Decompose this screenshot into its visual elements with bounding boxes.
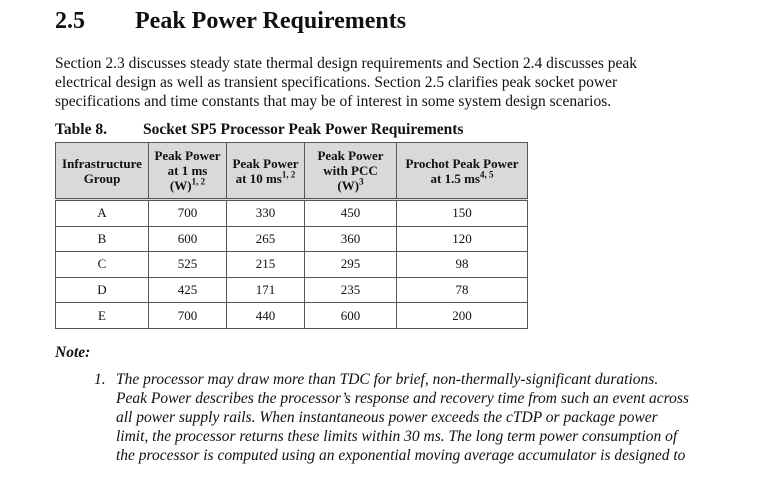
table-row xyxy=(56,277,528,303)
header-peak-power-pcc: Peak Power with PCC $(W)^3$ xyxy=(305,143,397,200)
section-number: 2.5 xyxy=(55,8,85,34)
header-infrastructure-group: Infrastructure Group xyxy=(56,143,149,200)
note-item-marker: 1. xyxy=(94,371,106,388)
header-peak-power-10ms: Peak Power at 10 ms$^{1, 2}$ xyxy=(227,143,305,200)
table-row xyxy=(56,200,528,227)
cell-peak-1ms: 425 xyxy=(149,277,227,303)
note-label: Note: xyxy=(55,344,91,361)
cell-group: B xyxy=(56,226,149,252)
intro-line: Section 2.3 discusses steady state thermal design requirements and Section 2.4 discusses peak xyxy=(55,55,637,72)
peak-power-table xyxy=(55,142,528,329)
note-line: The processor may draw more than TDC for brief, non-thermally-significant durations. xyxy=(116,371,659,388)
cell-peak-10ms: 265 xyxy=(227,226,305,252)
cell-peak-10ms: 215 xyxy=(227,252,305,278)
cell-prochot: 78 xyxy=(397,277,528,303)
cell-prochot: 200 xyxy=(397,303,528,329)
note-line: limit, the processor returns these limits within 30 ms. The long term power consumption of xyxy=(116,428,678,445)
cell-group: D xyxy=(56,277,149,303)
table-header-row xyxy=(56,143,528,200)
section-heading xyxy=(55,8,406,35)
table-caption xyxy=(55,121,463,139)
cell-group: A xyxy=(56,200,149,227)
note-line: the processor is computed using an exponential moving average accumulator is designed to xyxy=(116,447,686,464)
cell-prochot: 120 xyxy=(397,226,528,252)
cell-peak-10ms: 171 xyxy=(227,277,305,303)
cell-peak-10ms: 440 xyxy=(227,303,305,329)
cell-peak-10ms: 330 xyxy=(227,200,305,227)
cell-peak-1ms: 700 xyxy=(149,200,227,227)
intro-line: electrical design as well as transient specifications. Section 2.5 clarifies peak socket power xyxy=(55,74,618,91)
table-row xyxy=(56,303,528,329)
cell-peak-pcc: 295 xyxy=(305,252,397,278)
section-title: Peak Power Requirements xyxy=(135,8,407,34)
cell-peak-1ms: 525 xyxy=(149,252,227,278)
note-line: all power supply rails. When instantaneous power exceeds the cTDP or package power xyxy=(116,409,658,426)
table-row xyxy=(56,252,528,278)
cell-prochot: 98 xyxy=(397,252,528,278)
cell-peak-pcc: 600 xyxy=(305,303,397,329)
note-line: Peak Power describes the processor’s response and recovery time from such an event across xyxy=(116,390,689,407)
header-peak-power-1ms: Peak Power at 1 ms $(W)^{1, 2}$ xyxy=(149,143,227,200)
cell-prochot: 150 xyxy=(397,200,528,227)
intro-line: specifications and time constants that may be of interest in some system design scenarios. xyxy=(55,93,612,110)
table-row xyxy=(56,226,528,252)
note-item-text xyxy=(116,370,689,465)
cell-group: E xyxy=(56,303,149,329)
table-title: Socket SP5 Processor Peak Power Requirements xyxy=(143,121,464,138)
intro-paragraph xyxy=(55,54,755,111)
cell-peak-1ms: 700 xyxy=(149,303,227,329)
cell-peak-pcc: 450 xyxy=(305,200,397,227)
table-number: Table 8. xyxy=(55,121,107,138)
cell-group: C xyxy=(56,252,149,278)
cell-peak-pcc: 235 xyxy=(305,277,397,303)
cell-peak-pcc: 360 xyxy=(305,226,397,252)
header-prochot-peak-power: Prochot Peak Power at 1.5 ms$^{4, 5}$ xyxy=(397,143,528,200)
cell-peak-1ms: 600 xyxy=(149,226,227,252)
